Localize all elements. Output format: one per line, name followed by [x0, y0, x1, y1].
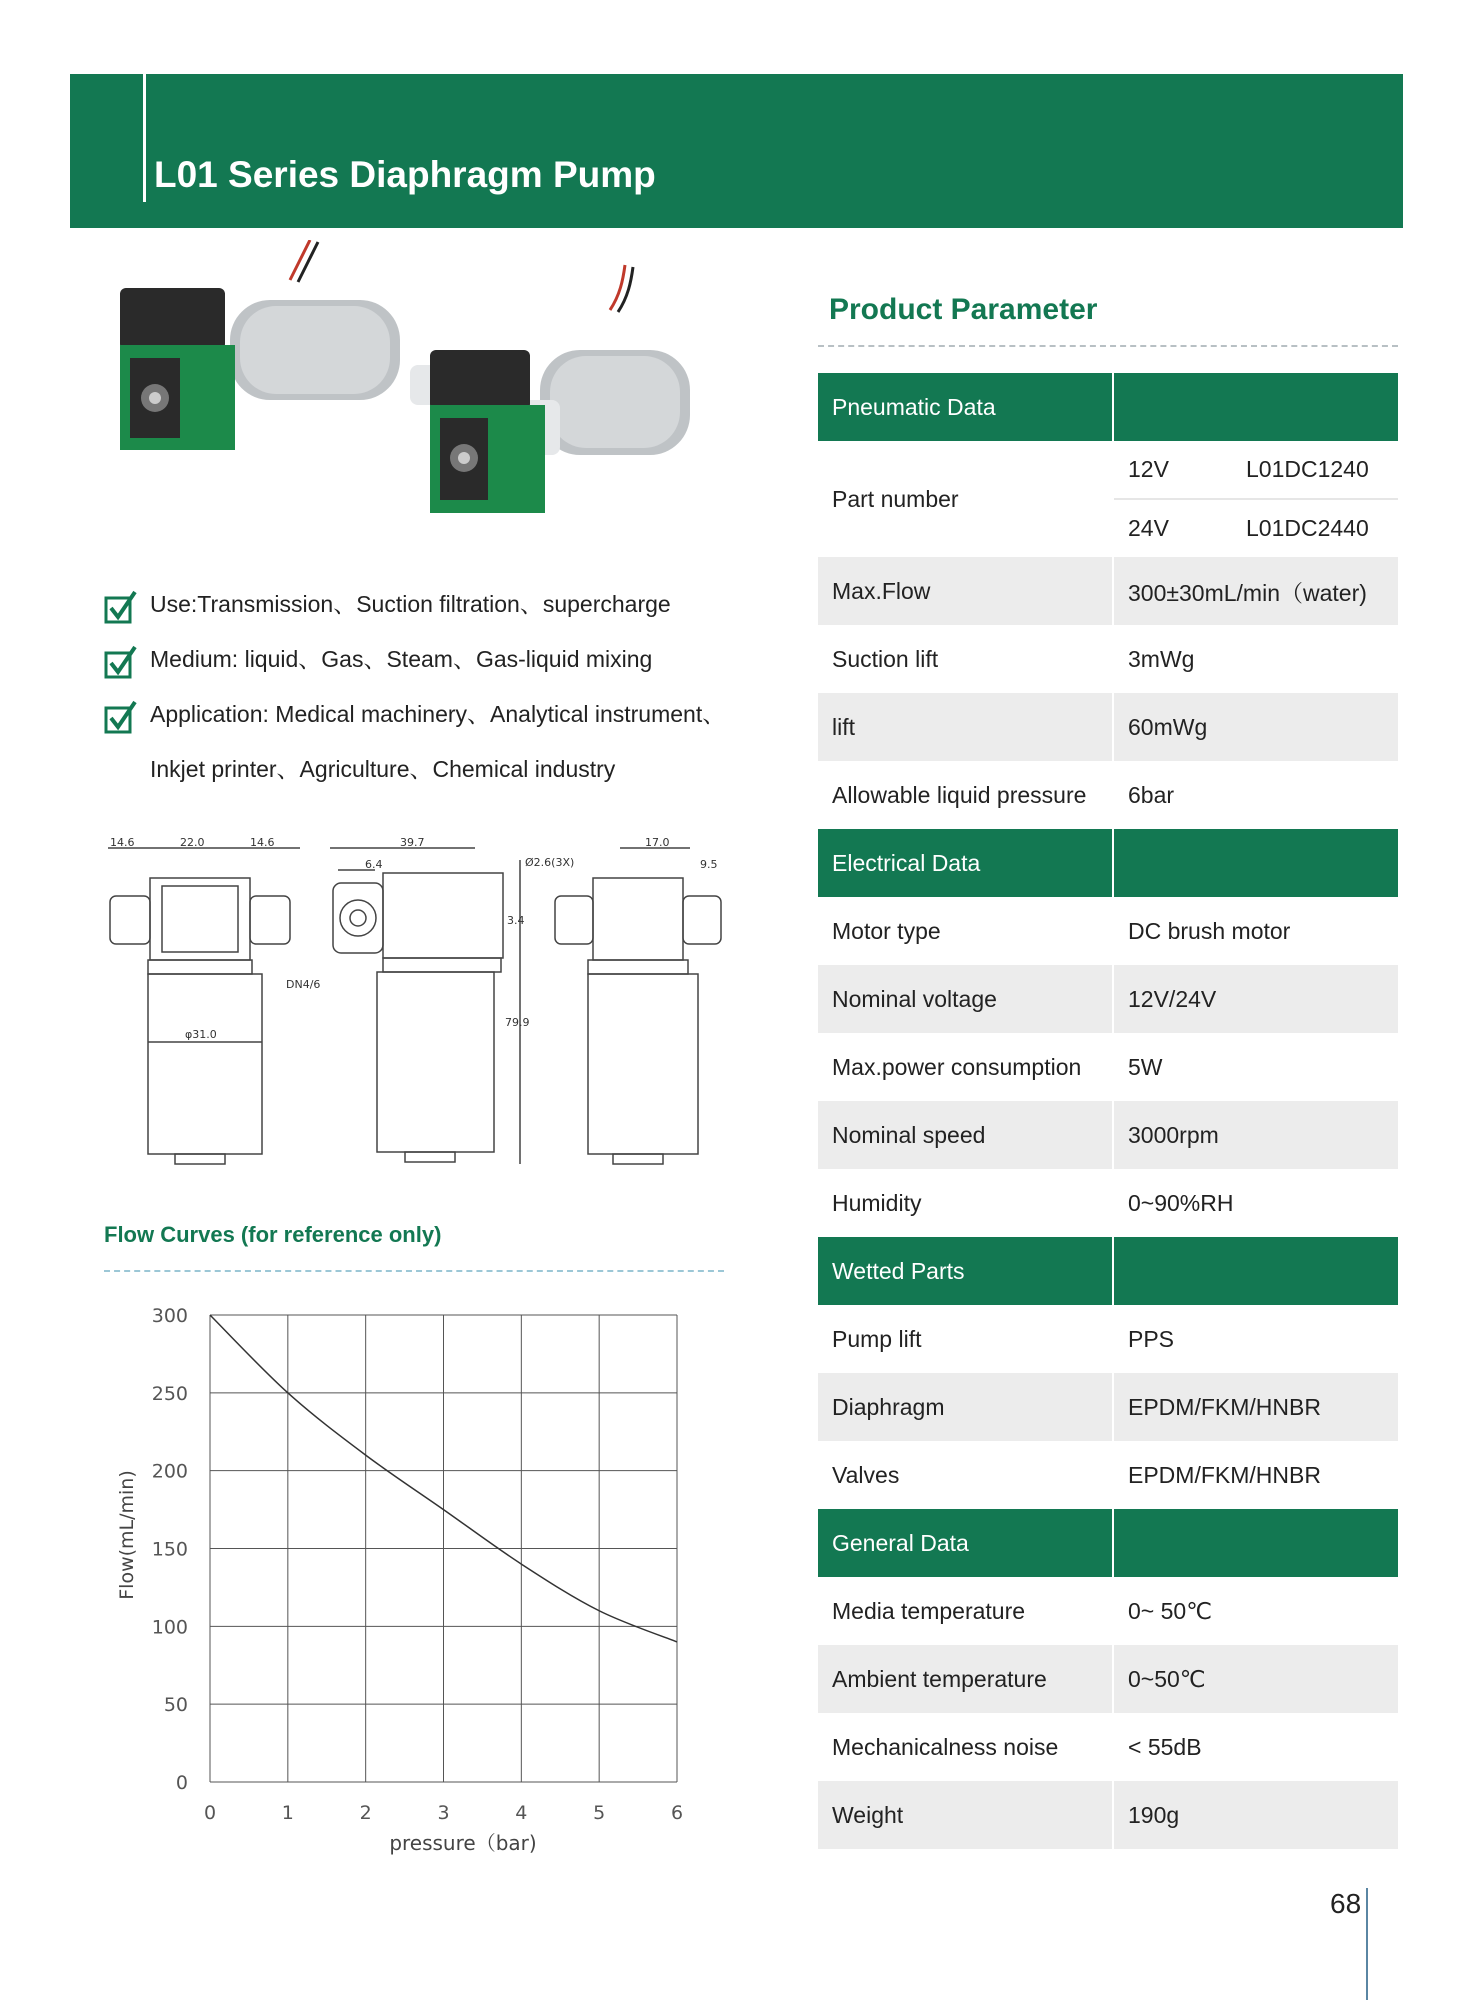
row-value: 60mWg — [1112, 693, 1398, 761]
dim-label: 6.4 — [365, 858, 383, 871]
table-row — [818, 1169, 1398, 1237]
row-value: 3mWg — [1112, 625, 1398, 693]
table-row — [818, 965, 1398, 1033]
dim-label: 79.9 — [505, 1016, 530, 1029]
row-label: Allowable liquid pressure — [832, 781, 1087, 808]
y-tick-label: 250 — [151, 1382, 188, 1405]
row-value: 0~90%RH — [1112, 1169, 1398, 1237]
table-row — [818, 1645, 1398, 1713]
banner-divider — [143, 74, 146, 202]
row-label: Motor type — [832, 917, 941, 944]
part-code: L01DC2440 — [1246, 515, 1369, 541]
row-label: Valves — [832, 1461, 900, 1488]
row-value: DC brush motor — [1112, 897, 1398, 965]
row-label: Max.power consumption — [832, 1053, 1082, 1080]
flow-curves-title: Flow Curves (for reference only) — [104, 1222, 442, 1247]
section-header — [818, 1509, 1398, 1577]
table-row — [818, 1441, 1398, 1509]
checkmark-icon — [104, 645, 138, 679]
row-value: 300±30mL/min（water) — [1112, 557, 1398, 625]
row-label: Max.Flow — [832, 577, 931, 604]
voltage-value: 12V — [1128, 456, 1169, 482]
dim-label: 9.5 — [700, 858, 718, 871]
row-label: Ambient temperature — [832, 1665, 1047, 1692]
pump-right — [410, 265, 690, 513]
row-label: Media temperature — [832, 1597, 1026, 1624]
flow-chart — [100, 1290, 720, 1870]
product-parameter-title: Product Parameter — [829, 293, 1098, 326]
feature-medium — [100, 645, 760, 673]
table-row — [818, 625, 1398, 693]
feature-use — [100, 590, 760, 618]
row-value: PPS — [1112, 1305, 1398, 1373]
x-tick-label: 4 — [515, 1802, 528, 1824]
page-title: L01 Series Diaphragm Pump — [154, 154, 656, 195]
y-tick-label: 150 — [151, 1538, 188, 1561]
dim-label: 17.0 — [645, 838, 670, 849]
table-row — [818, 693, 1398, 761]
voltage-value: 24V — [1128, 515, 1169, 541]
section-title: Pneumatic Data — [832, 393, 996, 420]
row-value: 3000rpm — [1112, 1101, 1398, 1169]
feature-text: Application: Medical machinery、Analytical instrument、 — [150, 701, 726, 727]
row-label: Suction lift — [832, 645, 939, 672]
flow-divider — [104, 1270, 724, 1272]
page-number: 68 — [1330, 1888, 1362, 1919]
dim-label: 14.6 — [250, 838, 275, 849]
feature-list — [100, 590, 760, 810]
y-tick-label: 200 — [151, 1460, 188, 1483]
y-tick-label: 300 — [151, 1305, 188, 1327]
x-axis-label: pressure（bar) — [389, 1831, 537, 1855]
feature-application — [100, 700, 760, 783]
part-code: L01DC1240 — [1246, 456, 1369, 482]
row-value: 12V/24V — [1112, 965, 1398, 1033]
row-value: EPDM/FKM/HNBR — [1112, 1373, 1398, 1441]
section-title: General Data — [832, 1529, 969, 1556]
table-row — [818, 1713, 1398, 1781]
section-title: Electrical Data — [832, 849, 981, 876]
dim-label: Ø2.6(3X) — [525, 856, 575, 869]
table-row — [818, 441, 1398, 557]
x-tick-label: 1 — [281, 1802, 294, 1824]
row-label: Mechanicalness noise — [832, 1733, 1059, 1760]
feature-text: Use:Transmission、Suction filtration、supercharge — [150, 591, 671, 617]
x-tick-label: 5 — [593, 1802, 606, 1824]
header-banner — [70, 74, 1403, 228]
y-tick-label: 0 — [175, 1772, 188, 1794]
dim-label: φ31.0 — [185, 1028, 217, 1041]
section-header — [818, 373, 1398, 441]
x-tick-label: 3 — [437, 1802, 450, 1824]
row-value: 5W — [1112, 1033, 1398, 1101]
table-row — [818, 557, 1398, 625]
table-row — [818, 761, 1398, 829]
product-photo — [100, 240, 720, 540]
row-value: < 55dB — [1112, 1713, 1398, 1781]
row-label: lift — [832, 713, 855, 740]
feature-text-continued: Inkjet printer、Agriculture、Chemical industry — [150, 756, 616, 782]
table-row — [818, 1577, 1398, 1645]
row-value: 6bar — [1112, 761, 1398, 829]
checkmark-icon — [104, 700, 138, 734]
table-row — [818, 1033, 1398, 1101]
row-label: Humidity — [832, 1189, 922, 1216]
row-label: Pump lift — [832, 1325, 922, 1352]
row-label: Nominal speed — [832, 1121, 986, 1148]
y-tick-label: 50 — [163, 1694, 188, 1717]
parameter-divider — [818, 345, 1398, 347]
dim-label: 22.0 — [180, 838, 205, 849]
y-tick-label: 100 — [151, 1616, 188, 1639]
checkmark-icon — [104, 590, 138, 624]
table-row — [818, 1373, 1398, 1441]
row-value: 190g — [1112, 1781, 1398, 1849]
pump-left — [120, 240, 400, 450]
row-label: Nominal voltage — [832, 985, 997, 1012]
table-row — [818, 1101, 1398, 1169]
table-row — [818, 1305, 1398, 1373]
table-row — [818, 897, 1398, 965]
feature-text: Medium: liquid、Gas、Steam、Gas-liquid mixing — [150, 646, 653, 672]
row-value: 0~ 50℃ — [1112, 1577, 1398, 1645]
row-label: Weight — [832, 1801, 904, 1828]
x-tick-label: 6 — [670, 1802, 684, 1824]
table-row — [818, 1781, 1398, 1849]
section-title: Wetted Parts — [832, 1257, 965, 1284]
row-value: 0~50℃ — [1112, 1645, 1398, 1713]
parameter-table — [818, 373, 1398, 1849]
dimension-drawing — [100, 838, 760, 1178]
x-tick-label: 0 — [203, 1802, 217, 1824]
dim-label: DN4/6 — [286, 978, 321, 991]
dim-label: 39.7 — [400, 838, 425, 849]
y-axis-ticks — [152, 1305, 188, 1794]
x-tick-label: 2 — [359, 1802, 372, 1824]
dim-label: 14.6 — [110, 838, 135, 849]
section-header — [818, 1237, 1398, 1305]
part-number-row — [1114, 441, 1398, 498]
dim-label: 3.4 — [507, 914, 525, 927]
part-number-row — [1114, 498, 1398, 557]
row-label: Part number — [832, 485, 959, 512]
y-axis-label: Flow(mL/min) — [116, 1470, 138, 1600]
page-edge-line — [1366, 1888, 1368, 2000]
section-header — [818, 829, 1398, 897]
x-axis-ticks — [204, 1802, 683, 1824]
row-value: EPDM/FKM/HNBR — [1112, 1441, 1398, 1509]
row-label: Diaphragm — [832, 1393, 945, 1420]
